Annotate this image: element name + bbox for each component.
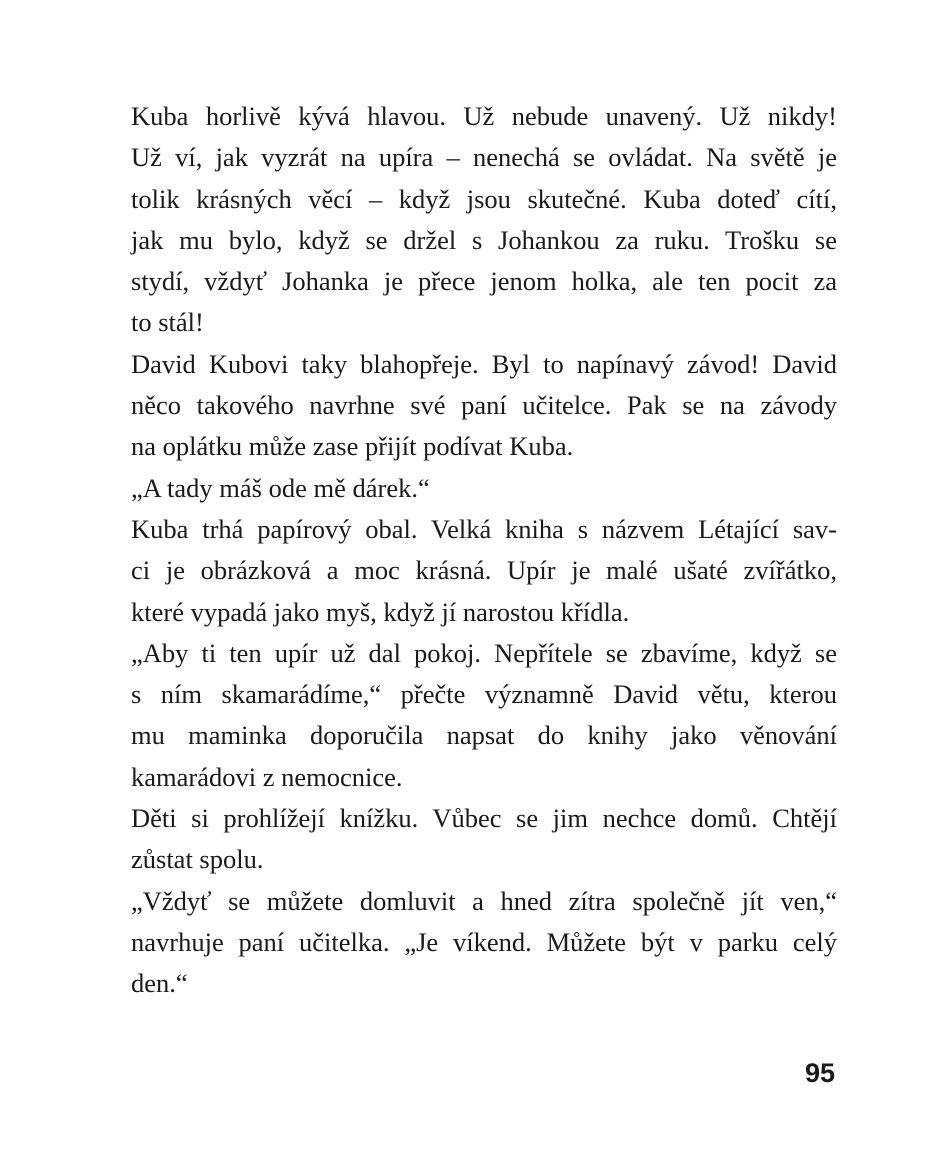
paragraph [131,96,837,344]
text-line: David Kubovi taky blahopřeje. Byl to napínavý závod! David [131,348,837,379]
text-line: mu maminka doporučila napsat do knihy jako věnování [131,720,837,751]
text-line: to stál! [131,307,204,338]
paragraph [131,633,837,798]
text-line: kamarádovi z nemocnice. [131,761,403,792]
text-line: Kuba horlivě kývá hlavou. Už nebude unavený. Už nikdy! [131,101,837,131]
text-line: „A tady máš ode mě dárek.“ [131,472,430,503]
text-line: na oplátku může zase přijít podívat Kuba. [131,431,574,462]
text-line: něco takového navrhne své paní učitelce. Pak se na závody [131,390,837,421]
text-line: jak mu bylo, když se držel s Johankou za ruku. Trošku se [131,224,837,255]
text-line: Už ví, jak vyzrát na upíra – nenechá se ovládat. Na světě je [131,142,837,173]
text-line: Kuba trhá papírový obal. Velká kniha s názvem Létající sav- [131,513,837,544]
text-line: ci je obrázková a moc krásná. Upír je malé ušaté zvířátko, [131,555,837,586]
paragraph [131,509,837,633]
paragraph [131,344,837,468]
body-text [131,96,837,1005]
text-line: stydí, vždyť Johanka je přece jenom holka, ale ten pocit za [131,266,837,297]
text-line: Děti si prohlížejí knížku. Vůbec se jim nechce domů. Chtějí [131,803,837,834]
text-line: navrhuje paní učitelka. „Je víkend. Můžete být v parku celý [131,926,837,957]
text-line: s ním skamarádíme,“ přečte významně David větu, kterou [131,679,837,710]
paragraph [131,798,837,881]
text-line: tolik krásných věcí – když jsou skutečné. Kuba doteď cítí, [131,183,837,214]
paragraph [131,468,837,509]
page-number: 95 [804,1058,835,1088]
text-line: „Vždyť se můžete domluvit a hned zítra společně jít ven,“ [131,885,837,916]
text-line: den.“ [131,968,188,999]
paragraph [131,881,837,1005]
text-line: které vypadá jako myš, když jí narostou křídla. [131,596,630,627]
text-line: zůstat spolu. [131,844,264,875]
text-line: „Aby ti ten upír už dal pokoj. Nepřítele se zbavíme, když se [131,637,837,668]
